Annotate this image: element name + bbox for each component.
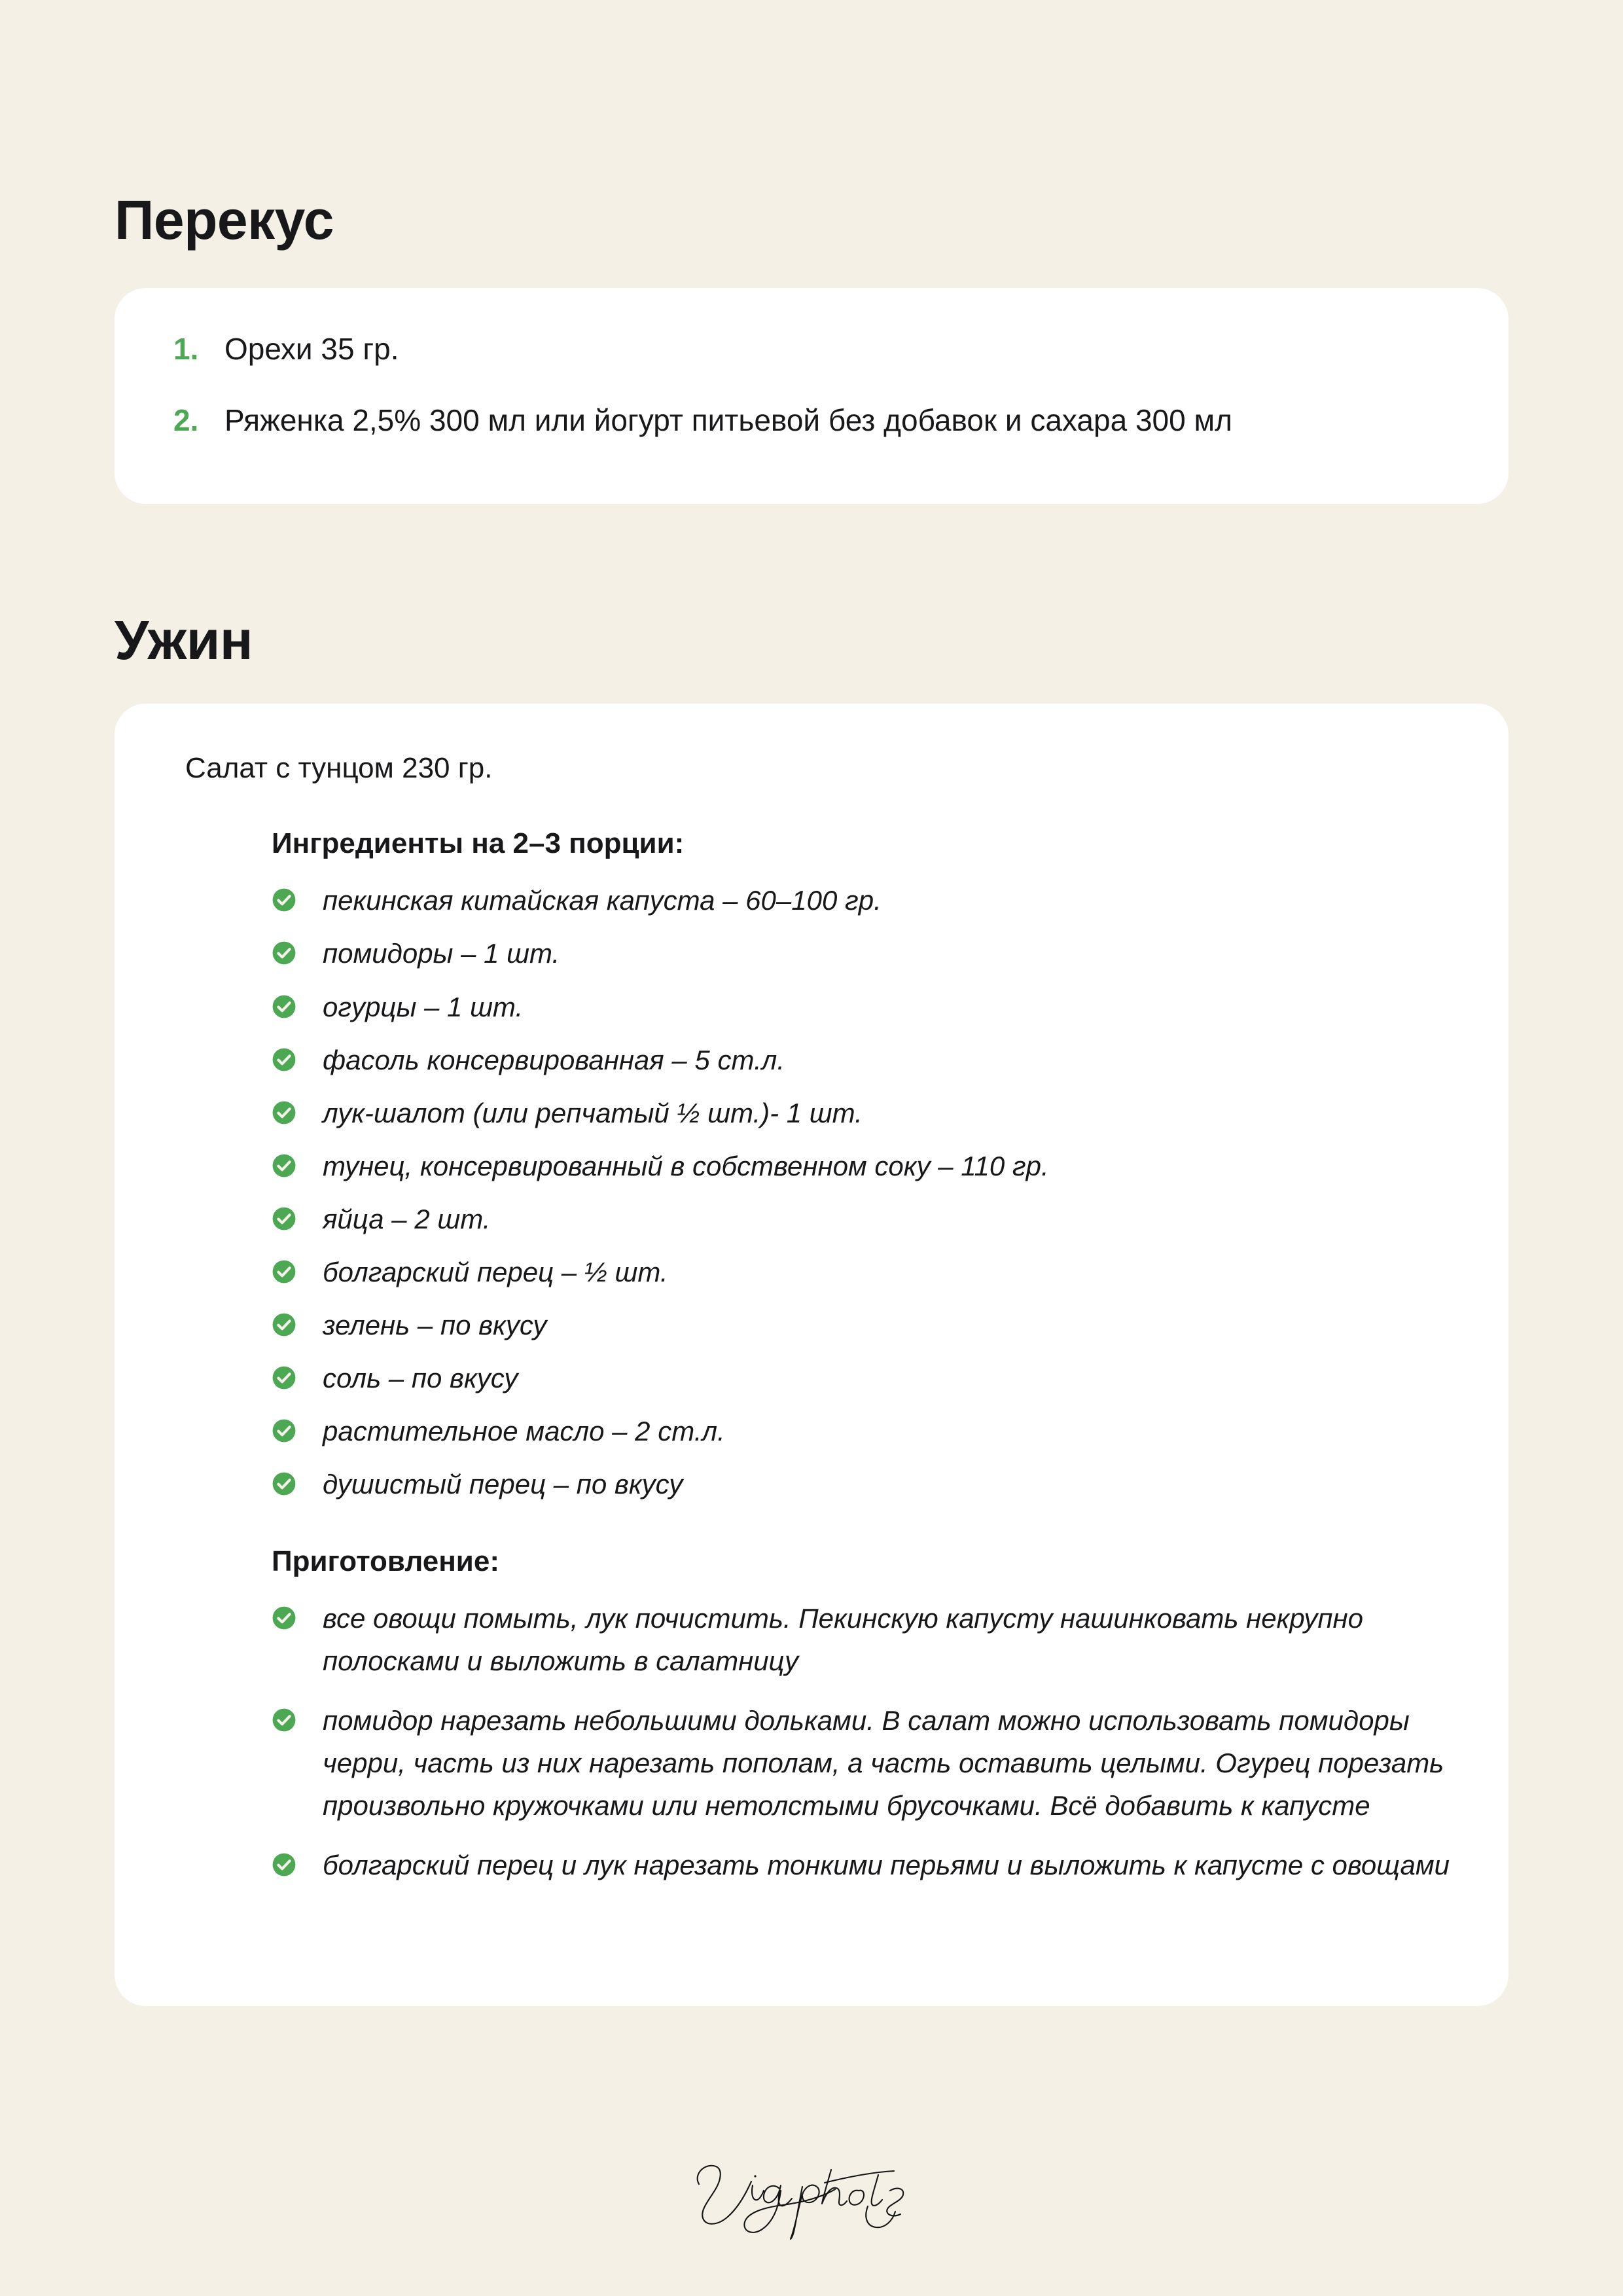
list-item-text: растительное масло – 2 ст.л. bbox=[323, 1416, 725, 1447]
check-circle-icon bbox=[272, 1047, 296, 1072]
list-item-text: фасоль консервированная – 5 ст.л. bbox=[323, 1044, 785, 1075]
list-item-text: все овощи помыть, лук почистить. Пекинскую капусту нашинковать некрупно полосками и выложить в салатницу bbox=[323, 1602, 1363, 1676]
check-circle-icon bbox=[272, 1365, 296, 1390]
ingredients-list bbox=[173, 879, 1450, 1505]
list-item-text: душистый перец – по вкусу bbox=[323, 1469, 683, 1500]
check-circle-icon bbox=[272, 1605, 296, 1630]
dinner-card bbox=[115, 704, 1508, 2006]
check-circle-icon bbox=[272, 1100, 296, 1125]
list-item-number: 2. bbox=[173, 403, 199, 438]
list-item bbox=[272, 986, 1450, 1028]
list-item bbox=[272, 1251, 1450, 1293]
list-item bbox=[272, 1198, 1450, 1240]
list-item bbox=[272, 1844, 1450, 1886]
list-item bbox=[173, 329, 1450, 370]
check-circle-icon bbox=[272, 1206, 296, 1231]
ingredients-heading: Ингредиенты на 2–3 порции: bbox=[272, 827, 685, 860]
list-item-text: болгарский перец – ½ шт. bbox=[323, 1257, 668, 1288]
snack-item-list bbox=[173, 329, 1450, 442]
dish-title: Салат с тунцом 230 гр. bbox=[185, 752, 493, 784]
preparation-steps-list bbox=[173, 1597, 1450, 1887]
list-item-text: Ряженка 2,5% 300 мл или йогурт питьевой без добавок и сахара 300 мл bbox=[224, 403, 1232, 438]
check-circle-icon bbox=[272, 888, 296, 912]
list-item bbox=[272, 932, 1450, 975]
preparation-heading: Приготовление: bbox=[272, 1545, 499, 1577]
list-item bbox=[272, 1410, 1450, 1452]
list-item-text: Орехи 35 гр. bbox=[224, 332, 399, 366]
list-item bbox=[272, 1463, 1450, 1505]
list-item-text: тунец, консервированный в собственном соку – 110 гр. bbox=[323, 1150, 1049, 1181]
section-heading-dinner: Ужин bbox=[115, 609, 253, 672]
list-item-text: яйца – 2 шт. bbox=[323, 1203, 491, 1234]
list-item-text: помидор нарезать небольшими дольками. В салат можно использовать помидоры черри, часть из них нарезать пополам, а часть оставить целыми. Огурец порезать произвольно кружочками или нетолстыми брусочками. Всё добавить к капусте bbox=[323, 1704, 1444, 1821]
section-heading-snack: Перекус bbox=[115, 189, 334, 251]
list-item-text: огурцы – 1 шт. bbox=[323, 991, 524, 1022]
list-item bbox=[272, 1304, 1450, 1346]
list-item-text: болгарский перец и лук нарезать тонкими перьями и выложить к капусте с овощами bbox=[323, 1850, 1450, 1881]
check-circle-icon bbox=[272, 1852, 296, 1877]
check-circle-icon bbox=[272, 1708, 296, 1732]
check-circle-icon bbox=[272, 1259, 296, 1284]
list-item bbox=[173, 400, 1450, 441]
list-item bbox=[272, 1699, 1450, 1827]
check-circle-icon bbox=[272, 1418, 296, 1443]
list-item-text: лук-шалот (или репчатый ½ шт.)- 1 шт. bbox=[323, 1097, 863, 1128]
list-item bbox=[272, 879, 1450, 922]
list-item bbox=[272, 1092, 1450, 1134]
signature-watermark bbox=[0, 2144, 1623, 2245]
snack-card bbox=[115, 288, 1508, 504]
list-item-text: зелень – по вкусу bbox=[323, 1310, 547, 1341]
check-circle-icon bbox=[272, 1153, 296, 1178]
check-circle-icon bbox=[272, 941, 296, 965]
list-item-number: 1. bbox=[173, 332, 199, 366]
list-item bbox=[272, 1597, 1450, 1682]
check-circle-icon bbox=[272, 994, 296, 1019]
list-item-text: соль – по вкусу bbox=[323, 1363, 518, 1394]
list-item bbox=[272, 1145, 1450, 1187]
list-item bbox=[272, 1357, 1450, 1399]
check-circle-icon bbox=[272, 1312, 296, 1337]
list-item-text: пекинская китайская капуста – 60–100 гр. bbox=[323, 885, 882, 916]
list-item bbox=[272, 1039, 1450, 1081]
list-item-text: помидоры – 1 шт. bbox=[323, 938, 560, 969]
check-circle-icon bbox=[272, 1471, 296, 1496]
